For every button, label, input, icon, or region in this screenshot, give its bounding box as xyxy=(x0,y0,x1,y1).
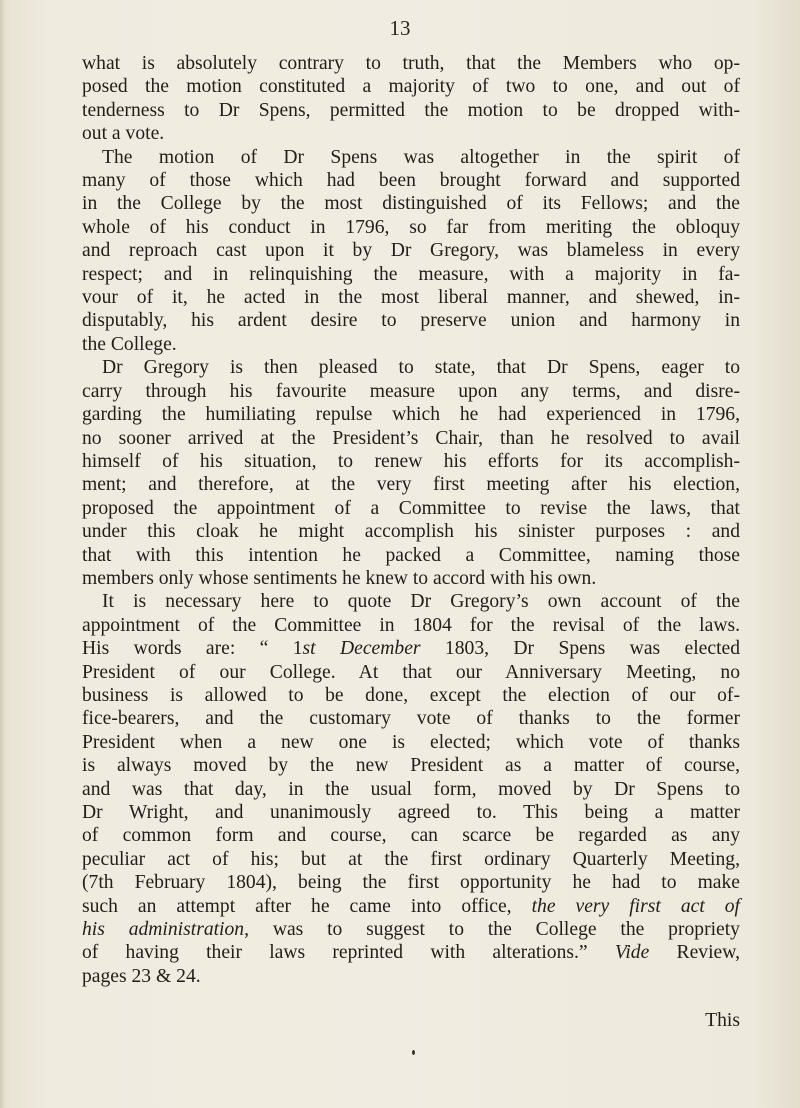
text-line: ment; and therefore, at the very first meeting after his election, xyxy=(82,474,740,496)
text-line: members only whose sentiments he knew to accord with his own. xyxy=(82,567,597,589)
text-line: President when a new one is elected; which vote of thanks xyxy=(82,731,740,753)
text-line: is always moved by the new President as a matter of course, xyxy=(82,755,740,777)
text-line: of common form and course, can scarce be regarded as any xyxy=(82,825,740,847)
text-line: The motion of Dr Spens was altogether in the spirit of xyxy=(102,146,740,168)
text-line: under this cloak he might accomplish his sinister purposes : and xyxy=(82,521,740,543)
text-line: His words are: “ 1st December 1803, Dr Spens was elected xyxy=(82,638,741,660)
text-line: that with this intention he packed a Committee, naming those xyxy=(82,544,740,566)
text-line: proposed the appointment of a Committee to revise the laws, that xyxy=(82,497,740,519)
text-line: such an attempt after he came into office, the very first act of xyxy=(82,895,741,917)
text-line: It is necessary here to quote Dr Gregory’s own account of the xyxy=(102,591,740,613)
text-line: peculiar act of his; but at the first ordinary Quarterly Meeting, xyxy=(82,848,740,870)
text-line: garding the humiliating repulse which he had experienced in 1796, xyxy=(82,404,740,426)
text-line: out a vote. xyxy=(82,123,165,145)
text-line: the College. xyxy=(82,333,177,355)
text-line: no sooner arrived at the President’s Chair, than he resolved to avail xyxy=(82,427,740,449)
text-line: President of our College. At that our Anniversary Meeting, no xyxy=(82,661,740,683)
text-line: many of those which had been brought forward and supported xyxy=(82,170,740,192)
text-line: disputably, his ardent desire to preserve union and harmony in xyxy=(82,310,740,332)
body-text xyxy=(82,52,740,988)
text-line: and reproach cast upon it by Dr Gregory, was blameless in every xyxy=(82,240,740,262)
text-line: of having their laws reprinted with alterations.” Vide Review, xyxy=(82,942,740,964)
text-line: what is absolutely contrary to truth, that the Members who op- xyxy=(82,53,740,74)
text-line: fice-bearers, and the customary vote of thanks to the former xyxy=(82,708,740,730)
text-line: himself of his situation, to renew his efforts for its accomplish- xyxy=(82,450,740,472)
text-line: Dr Gregory is then pleased to state, that Dr Spens, eager to xyxy=(102,357,740,379)
text-line: carry through his favourite measure upon any terms, and disre- xyxy=(82,380,740,402)
page-number: 13 xyxy=(389,16,411,40)
text-line: Dr Wright, and unanimously agreed to. This being a matter xyxy=(82,802,740,823)
text-line: and was that day, in the usual form, moved by Dr Spens to xyxy=(82,778,740,800)
text-line: in the College by the most distinguished of its Fellows; and the xyxy=(82,193,740,215)
text-line: vour of it, he acted in the most liberal manner, and shewed, in- xyxy=(82,287,740,309)
text-line: whole of his conduct in 1796, so far from meriting the obloquy xyxy=(82,216,740,238)
text-line: business is allowed to be done, except the election of our of- xyxy=(82,684,740,706)
text-line: his administration, was to suggest to the College the propriety xyxy=(82,919,740,941)
text-line: tenderness to Dr Spens, permitted the motion to be dropped with- xyxy=(82,99,740,121)
text-line: (7th February 1804), being the first opportunity he had to make xyxy=(82,872,740,894)
text-line: posed the motion constituted a majority of two to one, and out of xyxy=(82,76,740,98)
text-line: appointment of the Committee in 1804 for the revisal of the laws. xyxy=(82,614,740,636)
text-line: pages 23 & 24. xyxy=(82,965,201,987)
catchword: This xyxy=(705,1010,740,1031)
text-line: respect; and in relinquishing the measure, with a majority in fa- xyxy=(82,263,740,285)
ink-speck xyxy=(412,1050,415,1055)
page-edge-shadow xyxy=(0,0,6,1108)
